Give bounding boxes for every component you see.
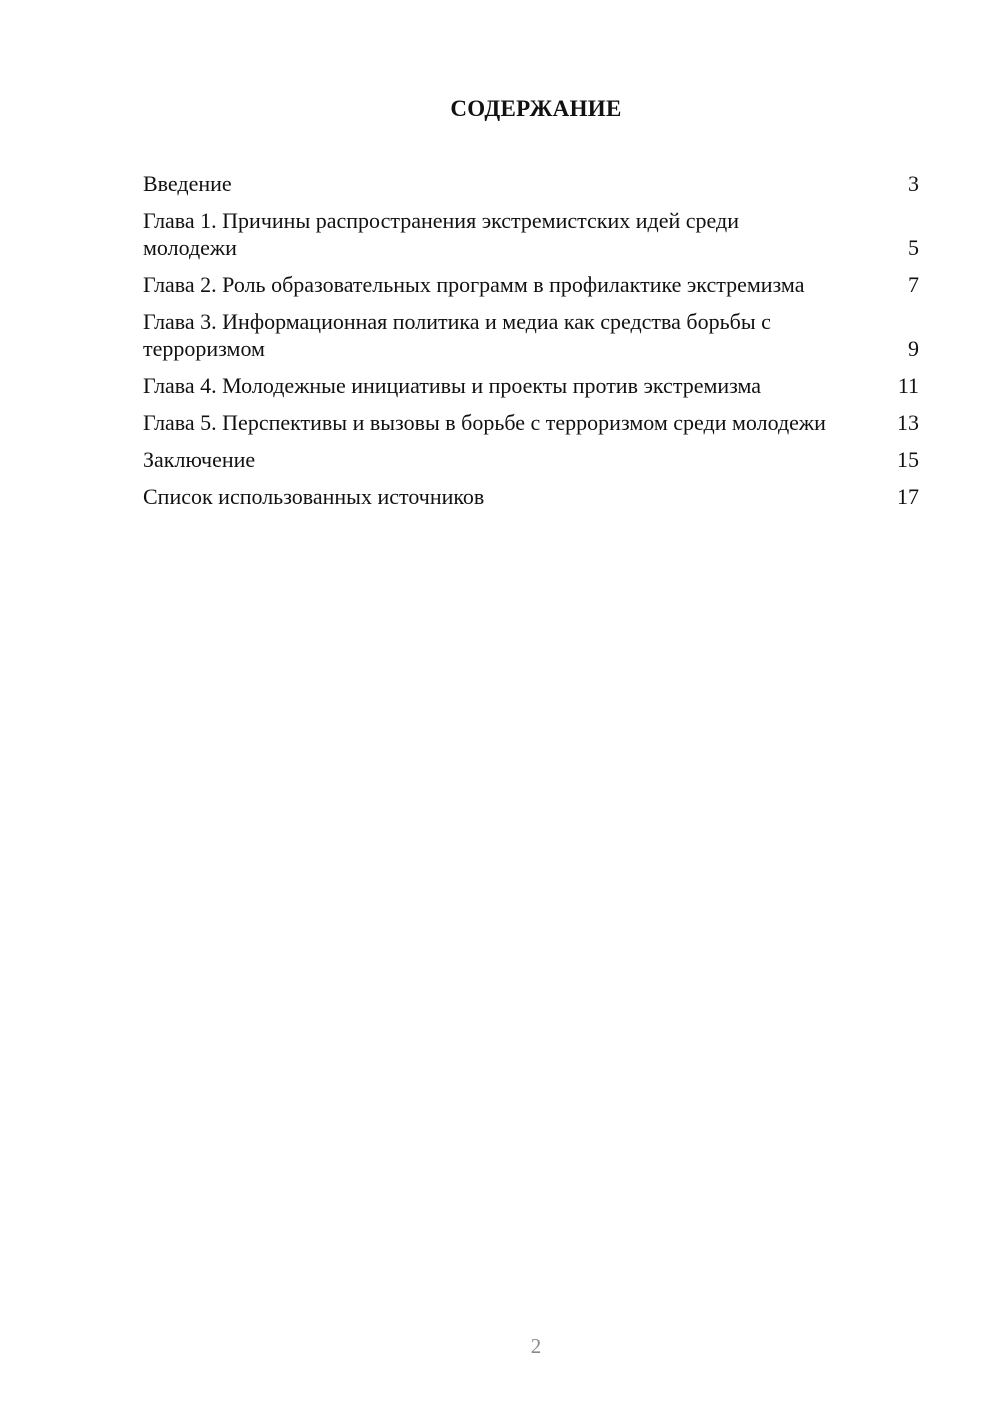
table-of-contents xyxy=(143,170,919,520)
toc-entry-title: Глава 4. Молодежные инициативы и проекты против экстремизма xyxy=(143,373,762,398)
toc-entry-title: Введение xyxy=(143,171,232,196)
toc-entry-page: 7 xyxy=(908,272,919,297)
toc-entry-page: 15 xyxy=(897,447,919,472)
toc-entry-page: 17 xyxy=(897,484,919,509)
page-number: 2 xyxy=(530,1334,542,1358)
toc-entry-page: 11 xyxy=(897,373,919,398)
toc-entry xyxy=(143,372,919,399)
toc-entry-title: Глава 1. Причины распространения экстремистских идей среди молодежи xyxy=(143,208,739,260)
toc-entry-title: Глава 2. Роль образовательных программ в профилактике экстремизма xyxy=(143,272,805,297)
toc-entry xyxy=(143,446,919,473)
toc-entry xyxy=(143,409,919,436)
toc-entry-page: 5 xyxy=(908,235,919,260)
toc-entry-page: 13 xyxy=(897,410,919,435)
toc-entry xyxy=(143,308,919,362)
toc-heading: СОДЕРЖАНИЕ xyxy=(450,96,622,121)
toc-entry xyxy=(143,170,919,197)
toc-entry-title: Глава 3. Информационная политика и медиа как средства борьбы с терроризмом xyxy=(143,309,771,361)
toc-entry-title: Заключение xyxy=(143,447,256,472)
toc-entry xyxy=(143,207,919,261)
toc-entry xyxy=(143,483,919,510)
toc-entry xyxy=(143,271,919,298)
toc-entry-title: Глава 5. Перспективы и вызовы в борьбе с терроризмом среди молодежи xyxy=(143,410,826,435)
toc-entry-page: 9 xyxy=(908,336,919,361)
toc-entry-page: 3 xyxy=(908,171,919,196)
toc-entry-title: Список использованных источников xyxy=(143,484,485,509)
